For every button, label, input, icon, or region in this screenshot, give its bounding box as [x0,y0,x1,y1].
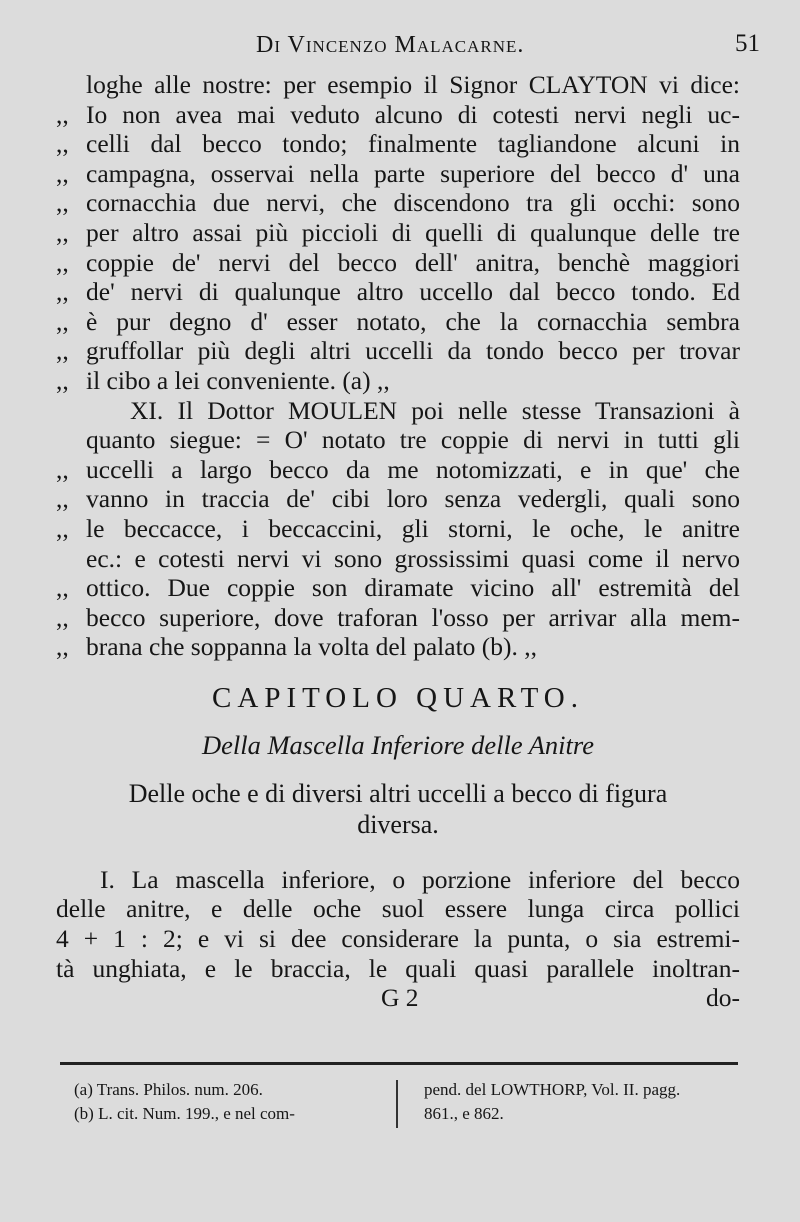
text-line [56,218,740,248]
quote-mark: ,, [56,306,69,336]
text-line [56,514,740,544]
page-header [56,30,760,70]
text-line [56,396,740,426]
chapter-intro-line-2: diversa. [357,809,439,839]
text-line [56,129,740,159]
quote-mark: ,, [56,158,69,188]
body-text [56,70,740,662]
text-line [56,307,740,337]
text-line [56,188,740,218]
text-line [56,573,740,603]
signature-mark: G 2 [381,983,419,1013]
quote-mark: ,, [56,602,69,632]
quote-mark: ,, [56,188,69,218]
line-text: tà unghiata, e le braccia, le quali quasi parallele inoltran- [56,953,740,983]
line-text: delle anitre, e delle oche suol essere lunga circa pollici [56,894,740,924]
line-text: campagna, osservai nella parte superiore del becco d' una [86,158,740,188]
paragraph-moulen-quote [56,396,740,662]
quote-mark: ,, [56,129,69,159]
line-text: vanno in traccia de' cibi loro senza vedergli, quali sono [86,484,740,514]
text-line [56,894,740,924]
text-line [56,425,740,455]
quote-mark: ,, [56,513,69,543]
quote-mark: ,, [56,336,69,366]
signature-line [56,983,740,1013]
text-line [56,159,740,189]
paragraph-clayton-quote [56,70,740,396]
line-text: loghe alle nostre: per esempio il Signor CLAYTON vi dice: [86,70,740,99]
quote-mark: ,, [56,484,69,514]
footnote-a: (a) Trans. Philos. num. 206. [74,1080,263,1099]
text-line [56,865,740,895]
text-line [56,248,740,278]
page-number: 51 [735,30,760,57]
line-text: 4 + 1 : 2; e vi si dee considerare la punta, o sia estremi- [56,924,740,954]
line-text: becco superiore, dove traforan l'osso per arrivar alla mem- [86,602,740,632]
chapter-intro [56,778,740,840]
text-line [56,70,740,100]
text-line [56,366,740,396]
line-text: le beccacce, i beccaccini, gli storni, le oche, le anitre [86,513,740,543]
line-text: gruffollar più degli altri uccelli da tondo becco per trovar [86,336,740,366]
quote-mark: ,, [56,217,69,247]
line-text: uccelli a largo becco da me notomizzati, e in que' che [86,454,740,484]
quote-mark: ,, [56,247,69,277]
line-text: per altro assai più piccioli di quelli di qualunque delle tre [86,217,740,247]
paragraph-mascella [56,865,740,983]
quote-mark: ,, [56,632,69,662]
text-line [56,484,740,514]
quote-mark: ,, [56,454,69,484]
line-text: coppie de' nervi del becco dell' anitra, benchè maggiori [86,247,740,277]
text-line [56,924,740,954]
text-line [56,954,740,984]
line-text: celli dal becco tondo; finalmente tagliandone alcuni in [86,129,740,159]
footnote-right-line-2: 861., e 862. [424,1104,504,1123]
footnote-right-line-1: pend. del LOWTHORP, Vol. II. pagg. [424,1080,681,1099]
line-text: ottico. Due coppie son diramate vicino all' estremità del [86,573,740,603]
catchword: do- [706,983,740,1013]
section-title: Della Mascella Inferiore delle Anitre [201,729,594,760]
footnotes-left-column [74,1078,374,1126]
text-line [56,603,740,633]
footnote-rule [60,1062,738,1065]
quote-mark: ,, [56,277,69,307]
line-text: il cibo a lei conveniente. (a) ,, [86,365,390,395]
footnote-column-divider [396,1080,398,1128]
text-line [56,277,740,307]
line-text: ec.: e cotesti nervi vi sono grossissimi quasi come il nervo [86,543,740,573]
text-line [56,544,740,574]
text-line [56,336,740,366]
quote-mark: ,, [56,365,69,395]
text-line [56,632,740,662]
line-text: brana che soppanna la volta del palato (b). ,, [86,632,538,662]
text-line [56,100,740,130]
footnote-b: (b) L. cit. Num. 199., e nel com- [74,1104,295,1123]
line-text: de' nervi di qualunque altro uccello dal becco tondo. Ed [86,277,740,307]
line-text: Io non avea mai veduto alcuno di cotesti nervi negli uc- [86,99,740,129]
line-text: cornacchia due nervi, che discendono tra gli occhi: sono [86,188,740,218]
line-text: XI. Il Dottor MOULEN poi nelle stesse Transazioni à [130,395,740,425]
quote-mark: ,, [56,573,69,603]
line-text: è pur degno d' esser notato, che la cornacchia sembra [86,306,740,336]
chapter-intro-line-1: Delle oche e di diversi altri uccelli a becco di figura [128,778,668,808]
text-line [56,455,740,485]
footnotes-right-column [424,1078,744,1126]
running-head: Di Vincenzo Malacarne. [256,32,525,58]
chapter-title: CAPITOLO QUARTO. [212,681,584,714]
line-text: I. La mascella inferiore, o porzione inferiore del becco [100,864,740,894]
line-text: quanto siegue: = O' notato tre coppie di nervi in tutti gli [86,425,740,455]
quote-mark: ,, [56,99,69,129]
